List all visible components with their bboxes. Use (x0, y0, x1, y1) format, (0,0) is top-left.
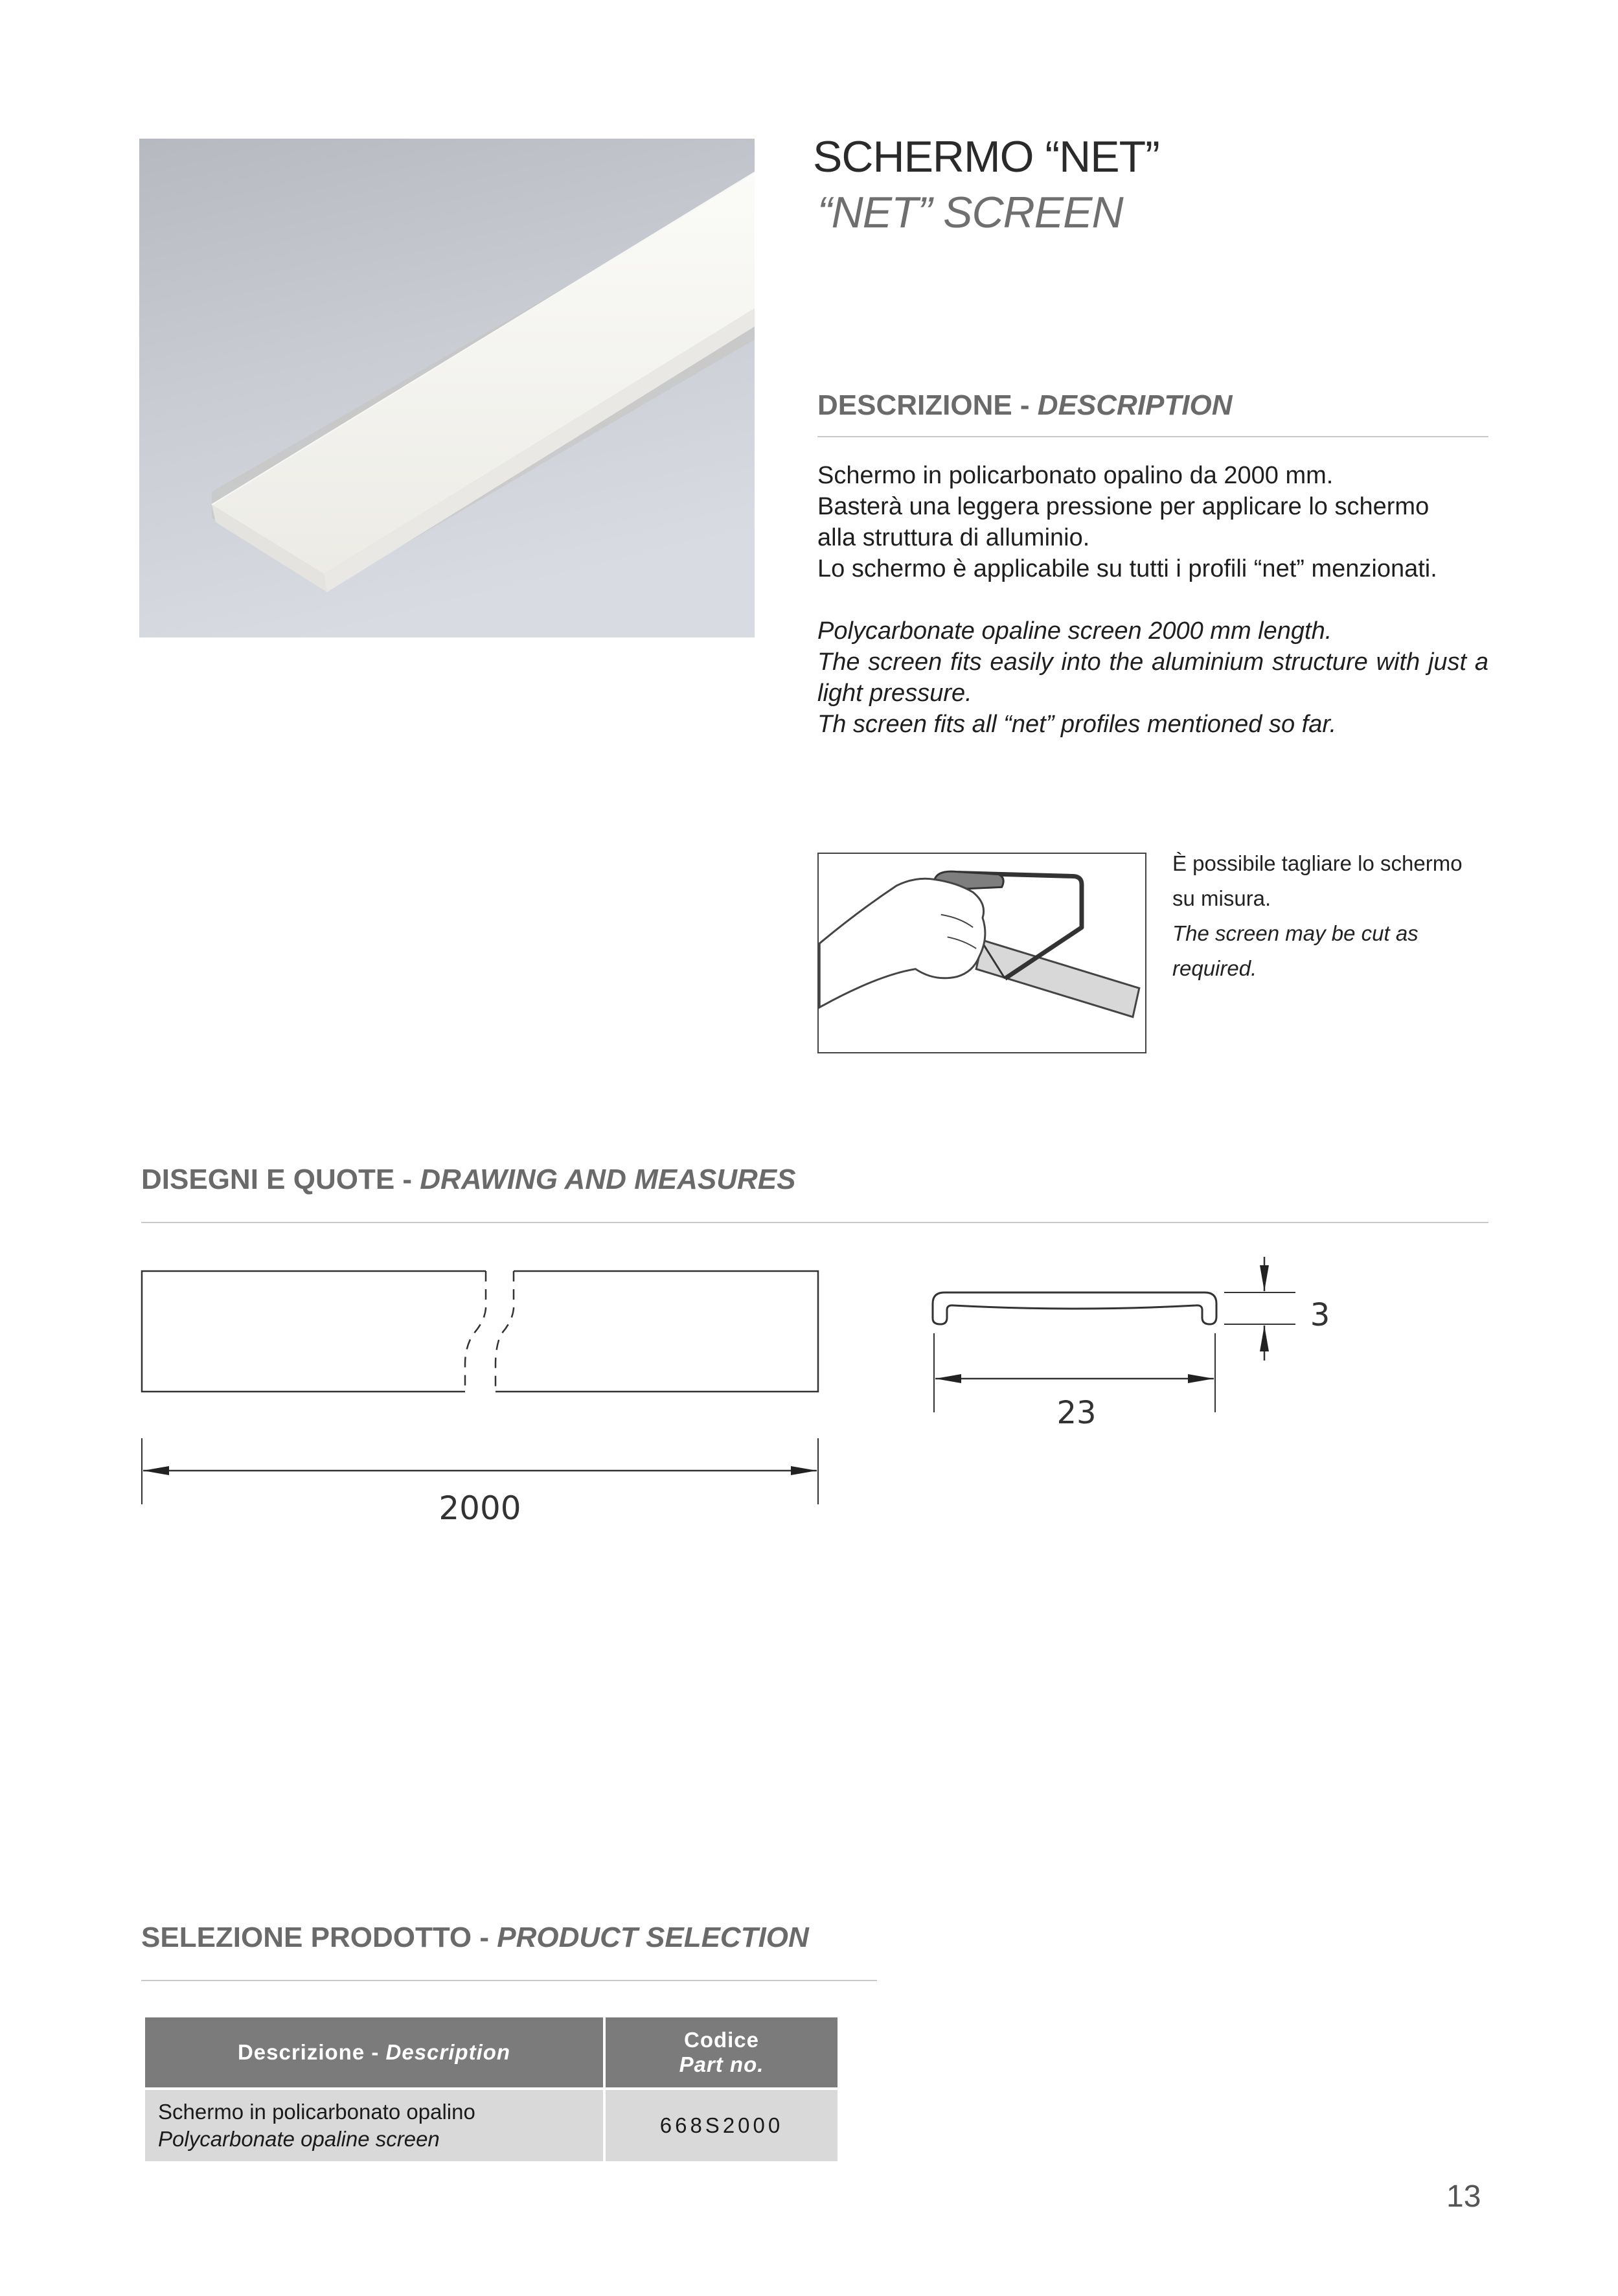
cut-note-line: The screen may be cut as (1172, 921, 1419, 945)
page-title-english: “NET” SCREEN (817, 188, 1123, 237)
description-line: The screen fits easily into the aluminium structure with just a light pressure. (817, 649, 1488, 707)
description-line: Lo schermo è applicabile su tutti i profili “net” menzionati. (817, 555, 1437, 582)
description-header (817, 387, 1233, 424)
page-title: SCHERMO “NET” (813, 132, 1159, 181)
product-photo (139, 139, 755, 637)
divider (817, 436, 1488, 437)
column-header-description-en: Description (385, 2040, 511, 2064)
description-line: Th screen fits all “net” profiles mentioned so far. (817, 711, 1337, 738)
cut-note (1172, 846, 1463, 986)
column-header-description (145, 2017, 603, 2087)
divider (141, 1980, 877, 1981)
column-header-code (606, 2017, 837, 2087)
section-view (933, 1257, 1330, 1431)
description-header-it: DESCRIZIONE - (817, 389, 1038, 421)
cut-note-line: required. (1172, 956, 1257, 980)
height-label: 3 (1310, 1297, 1330, 1333)
description-line: Basterà una leggera pressione per applicare lo schermo (817, 493, 1430, 520)
row-part-number: 668S2000 (606, 2090, 837, 2161)
page-number: 13 (1446, 2179, 1481, 2214)
description-text-en (817, 615, 1488, 740)
table-row (145, 2090, 837, 2161)
column-header-description-it: Descrizione - (237, 2040, 386, 2064)
divider (141, 1222, 1488, 1223)
cut-note-line: È possibile tagliare lo schermo (1172, 851, 1463, 875)
technical-drawing (130, 1257, 1490, 1529)
cut-note-line: su misura. (1172, 886, 1271, 910)
length-view (142, 1271, 818, 1527)
drawing-header-it: DISEGNI E QUOTE - (141, 1164, 420, 1195)
product-table (142, 2015, 840, 2164)
column-header-code-it: Codice (683, 2028, 760, 2052)
selection-header (141, 1920, 809, 1956)
selection-header-en: PRODUCT SELECTION (497, 1922, 809, 1953)
row-description-it: Schermo in policarbonato opalino (158, 2100, 475, 2124)
cutting-illustration (817, 853, 1146, 1053)
drawing-header-en: DRAWING AND MEASURES (420, 1164, 796, 1195)
row-description-en: Polycarbonate opaline screen (158, 2127, 440, 2151)
column-header-code-en: Part no. (679, 2052, 764, 2076)
description-header-en: DESCRIPTION (1037, 389, 1233, 421)
selection-header-it: SELEZIONE PRODOTTO - (141, 1922, 497, 1953)
length-label: 2000 (439, 1489, 521, 1527)
description-line: Schermo in policarbonato opalino da 2000 mm. (817, 462, 1334, 489)
description-text-it (817, 460, 1498, 584)
width-label: 23 (1056, 1395, 1097, 1431)
row-description (145, 2090, 603, 2161)
table-header-row (145, 2017, 837, 2087)
description-line: Polycarbonate opaline screen 2000 mm length. (817, 617, 1332, 645)
description-line: alla struttura di alluminio. (817, 524, 1090, 551)
drawing-header (141, 1162, 795, 1198)
